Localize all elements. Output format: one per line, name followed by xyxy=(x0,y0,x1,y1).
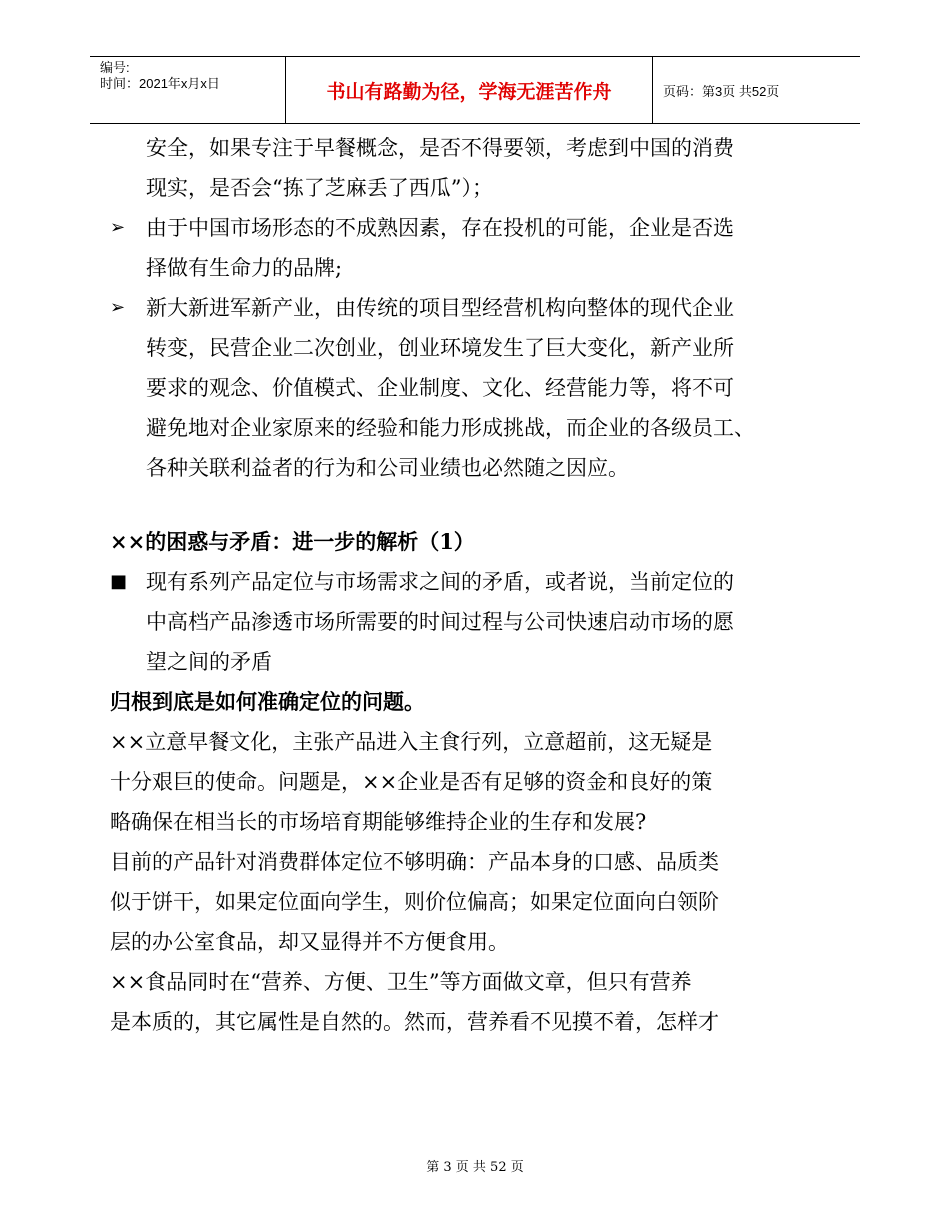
page-header xyxy=(90,56,860,124)
text-line: 中高档产品渗透市场所需要的时间过程与公司快速启动市场的愿 xyxy=(146,610,734,634)
text-line: 转变，民营企业二次创业，创业环境发生了巨大变化，新产业所 xyxy=(146,336,734,360)
text-line: 十分艰巨的使命。问题是，××企业是否有足够的资金和良好的策 xyxy=(110,770,713,794)
header-meta xyxy=(90,57,286,123)
list-item xyxy=(110,208,850,288)
square-bullet-icon: ■ xyxy=(110,571,128,592)
text-line: ××立意早餐文化，主张产品进入主食行列，立意超前，这无疑是 xyxy=(110,730,713,754)
text-line: 择做有生命力的品牌; xyxy=(146,256,343,280)
text-line: 要求的观念、价值模式、企业制度、文化、经营能力等，将不可 xyxy=(146,376,734,400)
list-item xyxy=(110,562,850,682)
number-label: 编号: xyxy=(100,60,130,75)
document-body xyxy=(110,128,850,1042)
text-line: 现有系列产品定位与市场需求之间的矛盾，或者说，当前定位的 xyxy=(146,570,734,594)
list-item xyxy=(110,288,850,488)
header-page-info: 页码：第3页 共52页 xyxy=(663,83,780,99)
time-label: 时间：2021年x月x日 xyxy=(100,76,220,91)
text-line: 新大新进军新产业，由传统的项目型经营机构向整体的现代企业 xyxy=(146,296,734,320)
arrow-bullet-icon: ➢ xyxy=(110,297,126,318)
text-line: 由于中国市场形态的不成熟因素，存在投机的可能，企业是否选 xyxy=(146,216,734,240)
text-line: 望之间的矛盾 xyxy=(146,650,272,674)
conclusion-heading: 归根到底是如何准确定位的问题。 xyxy=(110,689,425,714)
header-motto: 书山有路勤为径，学海无涯苦作舟 xyxy=(286,57,653,123)
text-line: 似于饼干，如果定位面向学生，则价位偏高；如果定位面向白领阶 xyxy=(110,890,719,914)
page-footer: 第 3 页 共 52 页 xyxy=(426,1160,524,1175)
section-heading: ××的困惑与矛盾：进一步的解析（1） xyxy=(110,529,475,554)
text-line: 各种关联利益者的行为和公司业绩也必然随之因应。 xyxy=(146,456,629,480)
text-line: 层的办公室食品，却又显得并不方便食用。 xyxy=(110,930,509,954)
text-line: 现实，是否会“拣了芝麻丢了西瓜”）； xyxy=(146,176,493,200)
text-line: 避免地对企业家原来的经验和能力形成挑战，而企业的各级员工、 xyxy=(146,416,755,440)
text-line: 略确保在相当长的市场培育期能够维持企业的生存和发展? xyxy=(110,810,647,834)
text-line: 是本质的，其它属性是自然的。然而，营养看不见摸不着，怎样才 xyxy=(110,1010,719,1034)
text-line: 安全，如果专注于早餐概念，是否不得要领，考虑到中国的消费 xyxy=(146,136,734,160)
text-line: 目前的产品针对消费群体定位不够明确：产品本身的口感、品质类 xyxy=(110,850,719,874)
arrow-bullet-icon: ➢ xyxy=(110,217,126,238)
text-line: ××食品同时在“营养、方便、卫生”等方面做文章，但只有营养 xyxy=(110,970,692,994)
